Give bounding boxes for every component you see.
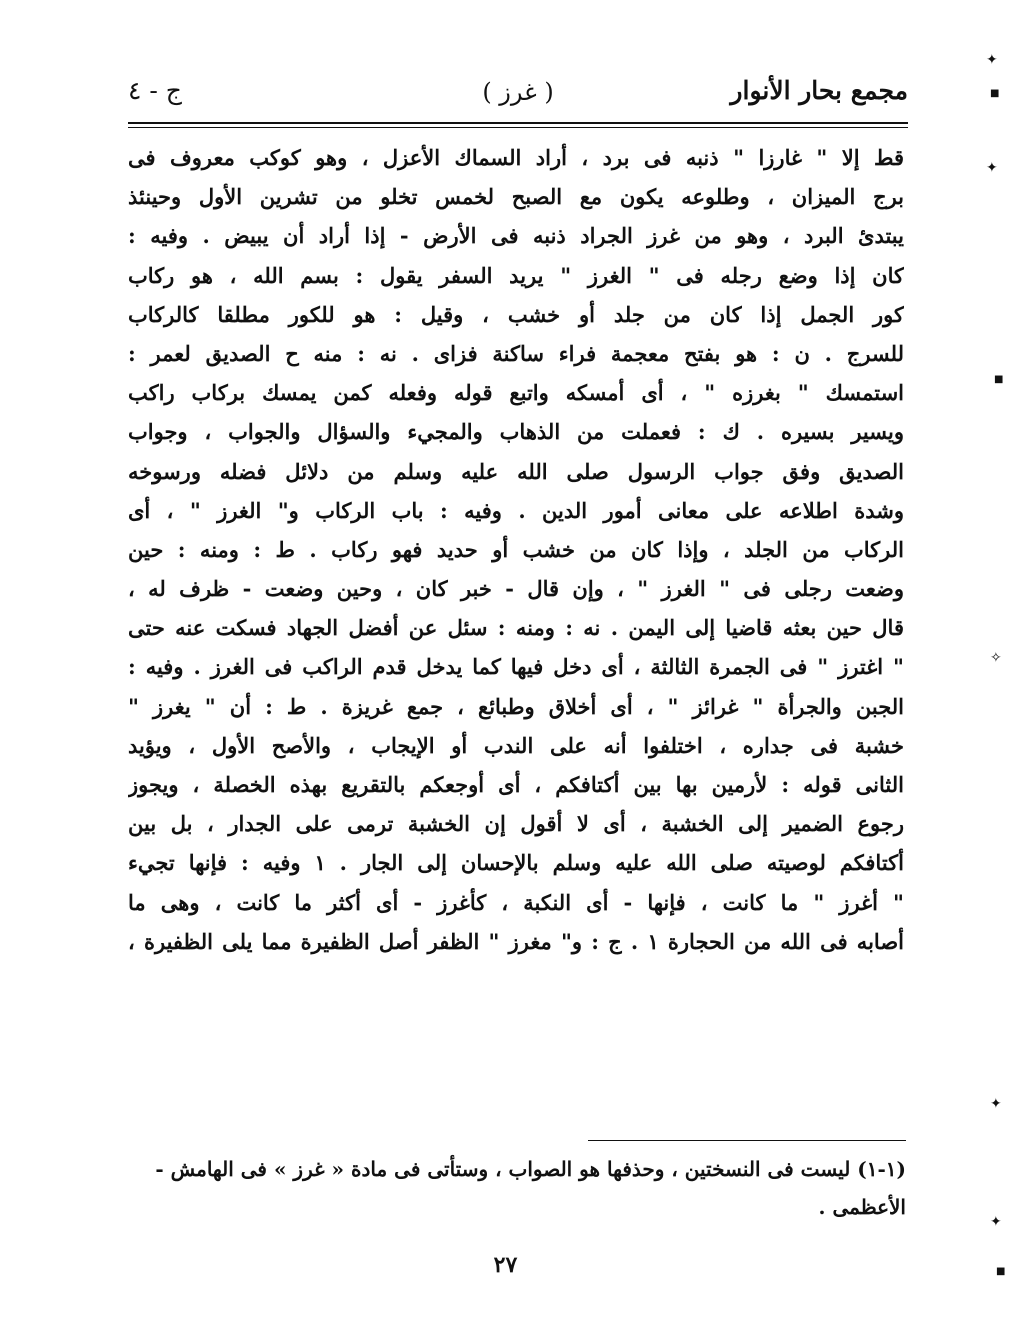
page-header (128, 74, 908, 118)
text-line: الجبن والجرأة " غرائز " ، أى أخلاق وطبائع ، جمع غريزة . ط : أن " يغرز " (128, 693, 904, 719)
scan-mark: ✦ (986, 52, 998, 68)
text-line: الركاب من الجلد ، وإذا كان من خشب أو حديد فهو ركاب . ط : ومنه : حين (128, 536, 904, 562)
scan-mark: ■ (990, 88, 1000, 99)
page-number: ٢٧ (493, 1252, 518, 1278)
text-line: " اغترز " فى الجمرة الثالثة ، أى دخل فيها كما يدخل قدم الراكب فى الغرز . وفيه : (128, 654, 904, 680)
text-line: رجوع الضمير إلى الخشبة ، أى لا أقول إن الخشبة ترمى على الجدار ، بل بين (128, 811, 904, 837)
text-line: الثانى قوله : لأرمين بها بين أكتافكم ، أى أوجعكم بالتقريع بهذه الخصلة ، ويجوز (128, 772, 904, 797)
text-line: الصديق وفق جواب الرسول صلى الله عليه وسلم من دلائل فضله ورسوخه (128, 458, 904, 484)
text-line: قال حين بعثه قاضيا إلى اليمن . نه : ومنه : سئل عن أفضل الجهاد فسكت عنه حتى (128, 615, 904, 641)
text-line: خشبة فى جداره ، اختلفوا أنه على الندب أو الإيجاب ، والأصح الأول ، ويؤيد (128, 732, 904, 758)
root-word-heading: ( غرز ) (482, 78, 554, 106)
footnote-line: (١-١) ليست فى النسختين ، وحذفها هو الصواب ، وستأتى فى مادة « غرز » فى الهامش - (155, 1157, 906, 1181)
text-line: وضعت رجلى فى " الغرز " ، وإن قال - خبر كان ، وحين وضعت - ظرف له ، (128, 576, 904, 602)
text-line: أصابه فى الله من الحجارة ١ . ج : و" مغرز " الظفر أصل الظفيرة مما يلى الظفيرة ، (128, 928, 904, 954)
text-line: " أغرز " ما كانت ، فإنها - أى النكبة ، كأغرز - أى أكثر ما كانت ، وهى ما (128, 889, 904, 915)
text-line: وشدة اطلاعه على معانى أمور الدين . وفيه : باب الركاب و" الغرز " ، أى (128, 497, 904, 523)
text-line: كان إذا وضع رجله فى " الغرز " يريد السفر يقول : بسم الله ، هو ركاب (128, 262, 904, 288)
footnote-line: الأعظمى . (818, 1195, 906, 1219)
text-line: قط إلا " غارزا " ذنبه فى برد ، أراد السماك الأعزل ، وهو كوكب معروف فى (128, 145, 904, 170)
main-text (128, 138, 904, 961)
scan-mark: ✧ (990, 650, 1002, 666)
text-line: برج الميزان ، وطلوعه يكون مع الصبح لخمس تخلو من تشرين الأول وحينئذ (128, 184, 904, 210)
text-line: أكتافكم لوصيته صلى الله عليه وسلم بالإحسان إلى الجار . ١ وفيه : فإنها تجيء (128, 850, 904, 876)
footnote-rule (588, 1140, 906, 1141)
scan-mark: ■ (996, 1266, 1006, 1277)
scan-mark: ■ (994, 374, 1004, 385)
volume-number: ج - ٤ (128, 76, 182, 105)
text-line: للسرج . ن : هو بفتح معجمة فراء ساكنة فزاى . نه : منه ح الصديق لعمر : (128, 340, 904, 366)
text-line: كور الجمل إذا كان من جلد أو خشب ، وقيل : هو للكور مطلقا كالركاب (128, 301, 904, 327)
scan-mark: ✦ (986, 160, 998, 176)
text-line: ويسير بسيره . ك : فعملت من الذهاب والمجيء والسؤال والجواب ، وجواب (128, 419, 904, 445)
text-line: يبتدئ البرد ، وهو من غرز الجراد ذنبه فى الأرض - إذا أراد أن يبيض . وفيه : (128, 223, 904, 249)
text-line: استمسك " بغرزه " ، أى أمسكه واتبع قوله وفعله كمن يمسك بركاب راكب (128, 380, 904, 406)
book-title: مجمع بحار الأنوار (730, 76, 908, 105)
scan-mark: ✦ (990, 1096, 1002, 1112)
header-rule (128, 122, 908, 128)
footnote (140, 1150, 906, 1226)
scan-mark: ✦ (990, 1214, 1002, 1230)
